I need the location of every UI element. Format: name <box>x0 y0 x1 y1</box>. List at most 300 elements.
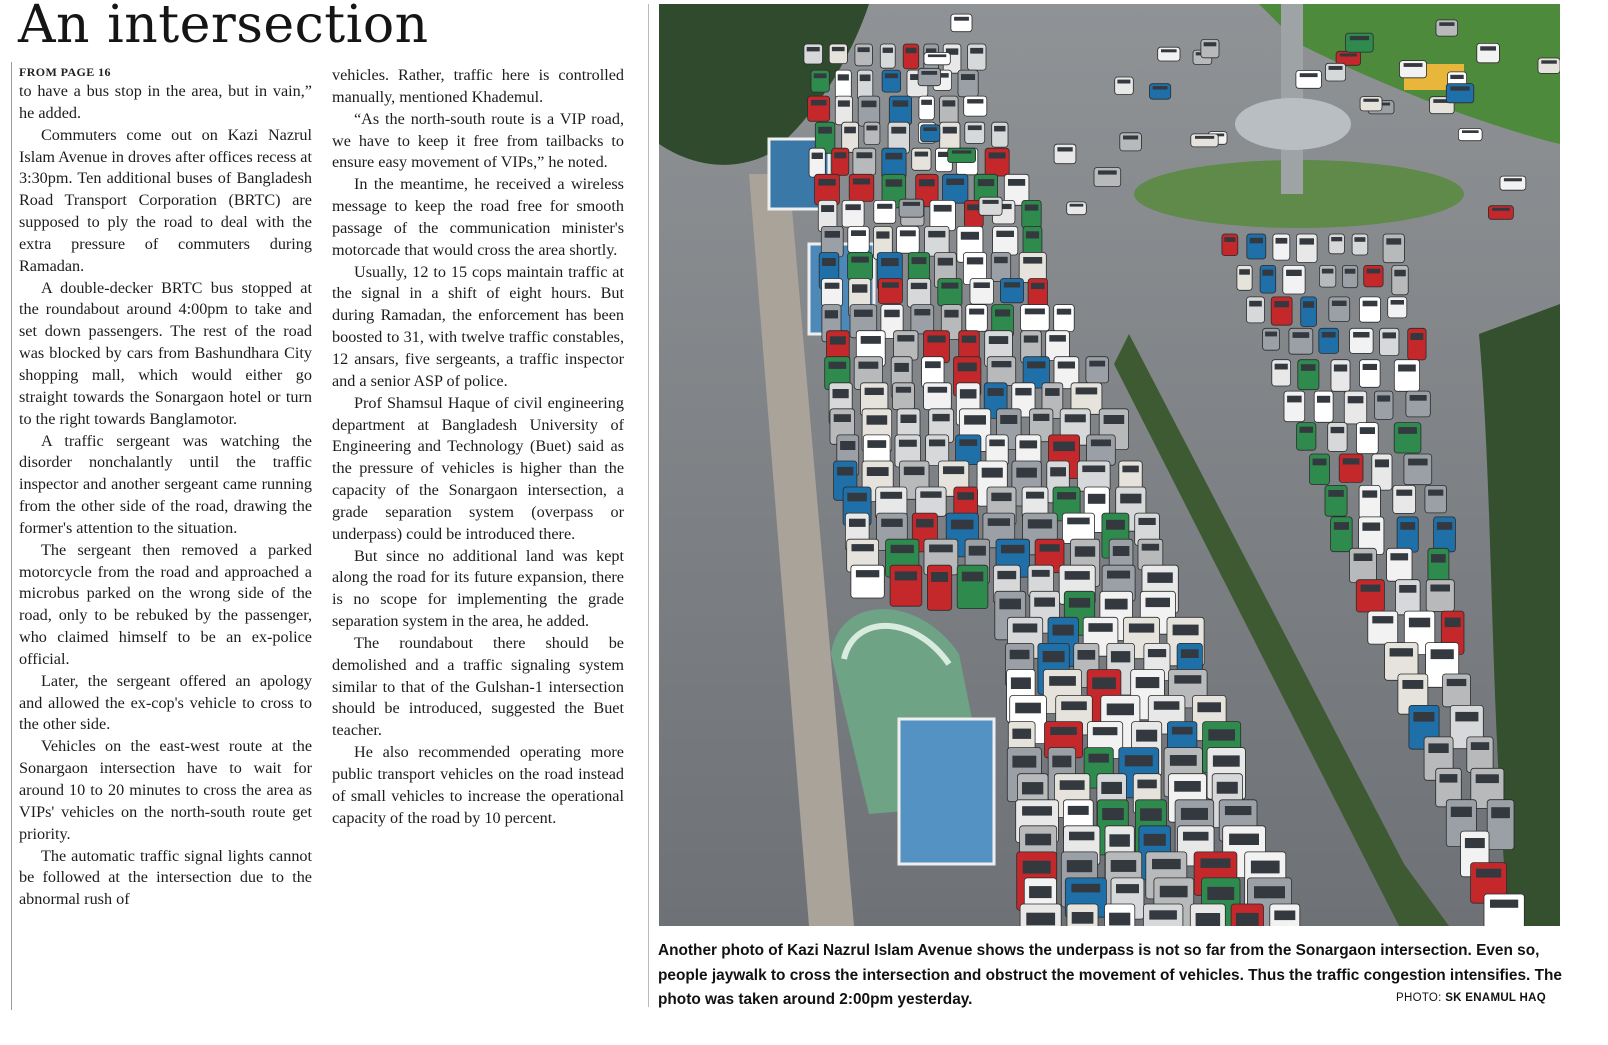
vehicle-window <box>1020 440 1038 448</box>
vehicle <box>882 148 906 178</box>
vehicle-window <box>1088 623 1112 632</box>
vehicle-window <box>914 309 930 315</box>
vehicle-window <box>1331 237 1342 241</box>
vehicle-window <box>877 204 892 209</box>
vehicle-window <box>1026 231 1039 238</box>
vehicle-window <box>1322 332 1336 338</box>
vehicle-window <box>867 440 886 448</box>
vehicle-window <box>1154 701 1180 710</box>
article-column-1 <box>19 65 312 911</box>
vehicle <box>1356 580 1384 612</box>
vehicle-window <box>1471 742 1489 750</box>
vehicle-window <box>1122 466 1138 473</box>
vehicle-window <box>1089 754 1109 763</box>
traffic-photo <box>659 4 1560 926</box>
vehicle <box>1054 144 1076 164</box>
vehicle-window <box>943 466 964 474</box>
vehicle-window <box>893 100 909 106</box>
vehicle-window <box>1207 887 1234 900</box>
vehicle-window <box>1372 616 1393 623</box>
vehicle-window <box>896 387 911 393</box>
vehicle-window <box>1102 808 1124 820</box>
vehicle-window <box>885 73 898 78</box>
vehicle-window <box>1353 332 1369 338</box>
vehicle-window <box>1023 861 1051 874</box>
vehicle-window <box>1490 900 1518 908</box>
vehicle-window <box>1049 676 1076 686</box>
photo-credit <box>1396 992 1546 1004</box>
vehicle-window <box>1120 494 1141 504</box>
vehicle-window <box>830 336 846 344</box>
vehicle-window <box>1088 494 1106 504</box>
vehicle-window <box>1078 650 1096 660</box>
vehicle-window <box>1225 806 1252 815</box>
vehicle-window <box>1451 807 1472 817</box>
vehicle-window <box>899 440 917 447</box>
vehicle-window <box>1058 362 1075 369</box>
vehicle-window <box>1348 396 1364 403</box>
vehicle-window <box>974 282 990 288</box>
vehicle-window <box>1045 388 1060 396</box>
vehicle-window <box>1450 86 1469 90</box>
vehicle <box>1054 305 1075 332</box>
vehicle-window <box>1107 704 1134 716</box>
vehicle <box>924 53 950 65</box>
vehicle-window <box>1409 618 1430 628</box>
vehicle-window <box>858 47 870 52</box>
vehicle-window <box>988 518 1010 526</box>
vehicle <box>894 331 918 360</box>
vehicle-window <box>1092 677 1116 689</box>
vehicle-window <box>1032 570 1050 577</box>
vehicle-window <box>865 388 884 395</box>
vehicle-window <box>1303 301 1314 308</box>
vehicle-window <box>1181 808 1208 820</box>
vehicle-window <box>912 257 927 264</box>
vehicle-window <box>952 150 972 153</box>
vehicle-window <box>996 231 1014 237</box>
vehicle-window <box>858 362 878 369</box>
vehicle-window <box>928 387 947 393</box>
vehicle-window <box>854 310 873 317</box>
vehicle-window <box>1060 780 1085 790</box>
vehicle <box>822 279 843 307</box>
vehicle-window <box>1391 300 1404 305</box>
vehicle-window <box>861 336 881 344</box>
vehicle-window <box>1116 884 1139 893</box>
vehicle <box>1000 279 1023 303</box>
vehicle-window <box>866 126 877 131</box>
vehicle <box>1425 485 1447 513</box>
vehicle-window <box>967 204 980 210</box>
vehicle <box>1150 84 1171 100</box>
paragraph: “As the north-south route is a VIP road, we have to keep it free from tailbacks to ensure easy movement of VIPs,” he noted. <box>332 109 624 172</box>
vehicle-window <box>1109 834 1130 846</box>
vehicle-window <box>1033 414 1049 421</box>
vehicle-window <box>982 468 1003 478</box>
vehicle <box>1406 391 1430 417</box>
vehicle-window <box>834 414 851 422</box>
vehicle-window <box>1224 237 1235 242</box>
caption-text: Another photo of Kazi Nazrul Islam Avenue shows the underpass is not so far from the Sonargaon intersection. Even so, people jaywalk to cross the intersection and obstruct the movement of vehicles. Thus the traffic congestion intensifies. The photo was taken around 2:00pm yesterday. <box>658 942 1562 1008</box>
vehicle-window <box>881 258 899 266</box>
vehicle-window <box>959 439 977 446</box>
credit-label: PHOTO: <box>1396 992 1442 1004</box>
vehicle-window <box>1354 237 1365 242</box>
vehicle-window <box>1229 834 1259 845</box>
vehicle-window <box>1400 522 1415 530</box>
vehicle-window <box>1354 553 1373 561</box>
vehicle-window <box>943 127 957 134</box>
vehicle-window <box>1082 466 1105 473</box>
vehicle-window <box>1328 490 1344 497</box>
vehicle <box>1314 391 1333 422</box>
vehicle-window <box>818 179 835 186</box>
credit-name: SK ENAMUL HAQ <box>1445 992 1546 1004</box>
vehicle <box>1329 234 1345 254</box>
vehicle-window <box>1430 585 1450 592</box>
vehicle-window <box>1254 886 1285 898</box>
vehicle-window <box>1109 913 1130 926</box>
vehicle-window <box>849 519 866 527</box>
vehicle-window <box>818 127 832 134</box>
vehicle-window <box>1057 492 1076 499</box>
vehicle-window <box>1098 170 1117 174</box>
vehicle <box>1342 265 1357 287</box>
vehicle <box>1364 265 1383 287</box>
vehicle <box>1272 360 1291 386</box>
vehicle-window <box>969 309 984 315</box>
vehicle <box>1296 71 1322 89</box>
vehicle-window <box>1040 544 1060 551</box>
vehicle-window <box>1274 301 1289 307</box>
vehicle-window <box>895 571 917 580</box>
paragraph: A double-decker BRTC bus stopped at the roundabout around 4:00pm to take and set down passengers. The rest of the road was blocked by cars from Bashundhara City shopping mall, which would either go straight towards the Sonargaon hotel or turn to the right towards Banglamotor. <box>19 278 312 428</box>
vehicle-window <box>867 415 888 424</box>
vehicle-window <box>1439 22 1454 26</box>
vehicle-window <box>1008 179 1025 186</box>
vehicle-window <box>988 388 1004 396</box>
vehicle-window <box>1067 860 1092 872</box>
vehicle-window <box>1028 519 1052 528</box>
vehicle-window <box>1068 806 1089 815</box>
vehicle <box>956 435 981 465</box>
vehicle-window <box>1408 459 1428 466</box>
vehicle-window <box>1360 427 1375 434</box>
vehicle-window <box>1332 301 1347 306</box>
vehicle <box>1359 297 1380 322</box>
vehicle-window <box>995 309 1010 316</box>
vehicle-window <box>1027 361 1045 368</box>
vehicle-window <box>1476 869 1501 878</box>
vehicle-window <box>891 127 906 134</box>
vehicle <box>1289 328 1313 354</box>
paragraph: to have a bus stop in the area, but in vain,” he added. <box>19 82 312 122</box>
vehicle-window <box>1196 913 1221 926</box>
paragraph: The automatic traffic signal lights cannot be followed at the intersection due to the abnormal rush of <box>19 846 312 909</box>
vehicle-window <box>1274 911 1295 921</box>
article-column-2 <box>332 65 624 830</box>
vehicle-window <box>1004 282 1020 287</box>
vehicle-window <box>1541 60 1557 63</box>
vehicle-window <box>856 152 872 158</box>
vehicle-window <box>1313 459 1327 466</box>
vehicle-window <box>1174 781 1201 792</box>
vehicle-window <box>1070 204 1084 207</box>
vehicle-window <box>1022 806 1052 815</box>
vehicle-window <box>1276 238 1288 244</box>
vehicle-window <box>1450 75 1463 79</box>
vehicle-window <box>867 467 889 476</box>
vehicle-window <box>1398 365 1416 372</box>
vehicle <box>940 96 959 124</box>
paragraph: The sergeant then removed a parked motorcycle from the road and approached a microbus parked on the wrong side of the road, only to be rebuked by the passenger, who claimed himself to be an ex-police official. <box>19 540 312 668</box>
vehicle <box>1360 360 1381 388</box>
column-rule-divider <box>648 4 649 1007</box>
paragraph: The roundabout there should be demolished and a traffic signaling system similar to that of the Gulshan-1 intersection should be introduced, suggested the Buet teacher. <box>332 633 624 740</box>
vehicle-window <box>1015 703 1041 714</box>
vehicle-window <box>1138 518 1155 525</box>
vehicle-window <box>1239 269 1250 275</box>
vehicle-window <box>1012 729 1031 739</box>
vehicle-window <box>847 493 867 502</box>
vehicle-window <box>1023 257 1042 264</box>
vehicle <box>919 96 934 120</box>
vehicle-window <box>906 48 917 54</box>
vehicle-window <box>814 73 827 78</box>
vehicle-window <box>969 546 986 556</box>
vehicle-window <box>1111 860 1137 872</box>
vehicle-window <box>1399 585 1416 593</box>
vehicle-window <box>1465 838 1485 848</box>
vehicle-window <box>1236 913 1259 926</box>
vehicle-window <box>1208 729 1235 740</box>
vehicle-window <box>825 231 840 238</box>
vehicle-window <box>1067 518 1090 525</box>
vehicle-window <box>1173 625 1199 636</box>
vehicle <box>1488 206 1513 220</box>
vehicle-window <box>962 336 976 343</box>
vehicle-window <box>928 231 945 238</box>
vehicle <box>1191 134 1218 147</box>
vehicle-window <box>1317 396 1330 403</box>
vehicle-window <box>1013 624 1038 633</box>
vehicle-window <box>1049 335 1066 342</box>
vehicle <box>1296 234 1317 263</box>
vehicle-window <box>994 257 1008 263</box>
vehicle-window <box>897 335 914 341</box>
vehicle-window <box>1010 650 1030 659</box>
vehicle <box>938 279 962 306</box>
vehicle-window <box>1462 130 1479 133</box>
vehicle-window <box>832 47 845 51</box>
vehicle-window <box>1402 680 1423 689</box>
vehicle-window <box>958 363 977 372</box>
vehicle <box>1487 800 1514 850</box>
vehicle-window <box>1024 336 1038 343</box>
headline: An intersection <box>18 0 429 55</box>
vehicle <box>1396 580 1421 615</box>
vehicle <box>849 174 874 201</box>
vehicle-window <box>1428 743 1448 753</box>
jump-line: FROM PAGE 16 <box>19 65 111 79</box>
vehicle-window <box>991 493 1011 501</box>
vehicle-window <box>1153 86 1168 89</box>
vehicle-window <box>1149 910 1177 919</box>
vehicle-window <box>1334 365 1347 372</box>
vehicle-window <box>989 152 1006 158</box>
vehicle-window <box>882 282 899 288</box>
vehicle-window <box>821 205 834 212</box>
vehicle-window <box>1043 651 1065 662</box>
vehicle <box>1028 279 1047 308</box>
vehicle <box>878 279 902 304</box>
vehicle-window <box>1293 332 1310 338</box>
vehicle-window <box>1123 136 1138 140</box>
vehicle <box>855 44 873 66</box>
vehicle-window <box>894 363 909 372</box>
vehicle <box>965 122 985 143</box>
vehicle-window <box>807 47 820 51</box>
vehicle-window <box>811 100 827 106</box>
vehicle-window <box>1029 886 1052 898</box>
vehicle-window <box>1396 490 1412 496</box>
vehicle-window <box>884 310 900 318</box>
vehicle-window <box>1363 301 1378 307</box>
vehicle-window <box>1050 467 1066 476</box>
vehicle-window <box>1053 625 1074 636</box>
vehicle-window <box>881 519 903 527</box>
vehicle-window <box>1065 571 1090 580</box>
vehicle-window <box>1217 782 1238 794</box>
vehicle-window <box>1136 730 1157 742</box>
vehicle-window <box>999 599 1021 610</box>
vehicle-window <box>931 572 948 582</box>
vehicle-window <box>1136 677 1160 688</box>
vehicle <box>1158 47 1180 61</box>
vehicle-window <box>961 74 975 80</box>
vehicle-window <box>838 100 850 106</box>
vehicle-window <box>992 361 1012 367</box>
vehicle-window <box>844 127 856 134</box>
vehicle-window <box>1144 834 1166 846</box>
vehicle-window <box>1183 832 1209 841</box>
vehicle-window <box>915 152 929 157</box>
vehicle <box>925 226 950 256</box>
vehicle-window <box>1129 624 1154 633</box>
vehicle-window <box>1362 523 1380 531</box>
vehicle-window <box>1104 415 1125 424</box>
vehicle-window <box>951 520 974 530</box>
vehicle-window <box>1361 585 1381 592</box>
vehicle-window <box>941 283 958 289</box>
vehicle-window <box>1331 427 1345 433</box>
vehicle-window <box>1377 395 1390 401</box>
vehicle-window <box>1300 238 1315 244</box>
vehicle-window <box>1026 913 1055 926</box>
vehicle-window <box>925 361 941 368</box>
vehicle-window <box>1334 522 1349 530</box>
vehicle-window <box>1447 679 1467 686</box>
paragraph: But since no additional land was kept along the road for its future expansion, there is no scope for implementing the grade separation system in the area, he added. <box>332 546 624 631</box>
vehicle-window <box>1251 861 1280 874</box>
vehicle-window <box>1061 701 1087 710</box>
vehicle-window <box>1111 651 1130 662</box>
paragraph: Vehicles on the east-west route at the Sonargaon intersection have to wait for around 10 to 20 minutes to cross the area as VIPs' vehicles on the north-south route get priority. <box>19 737 312 843</box>
vehicle-window <box>852 284 867 292</box>
vehicle-window <box>1089 361 1105 367</box>
vehicle-window <box>989 440 1005 447</box>
vehicle-window <box>1105 599 1128 610</box>
vehicle-window <box>1160 886 1188 898</box>
paragraph: Usually, 12 to 15 cops maintain traffic at the signal in a shift of eight hours. But during Ramadan, the enforcement has been boosted to 31, with twelve traffic constables, 12 ansars, five sergeants, a traffic inspector and a senior ASP of police. <box>332 262 624 390</box>
vehicle-window <box>1362 490 1377 497</box>
vehicle-window <box>1025 205 1039 211</box>
vehicle <box>1284 391 1305 422</box>
vehicle <box>911 305 934 334</box>
vehicle-window <box>927 336 945 343</box>
vehicle <box>1346 33 1374 52</box>
vehicle <box>1359 485 1380 518</box>
vehicle-window <box>1161 49 1177 52</box>
vehicle <box>1283 265 1305 294</box>
vehicle-window <box>856 570 879 577</box>
vehicle <box>1326 63 1346 81</box>
vehicle-window <box>1250 238 1263 244</box>
vehicle-window <box>1410 395 1427 401</box>
paragraph: Later, the sergeant offered an apology and allowed the ex-cop's vehicle to cross to the other side. <box>19 671 312 734</box>
paragraph: Commuters come out on Kazi Nazrul Islam Avenue in droves after offices recess at 3:30pm. Ten additional buses of Bangladesh Road Transport Corporation (BRTC) are supposed to ply the road to deal with the extra pressure of commuters during Ramadan. <box>19 125 312 275</box>
vehicle-window <box>1069 598 1090 608</box>
vehicle <box>853 148 876 175</box>
vehicle-window <box>1476 774 1499 783</box>
vehicle-window <box>1011 677 1031 689</box>
vehicle <box>1263 328 1280 350</box>
vehicle-window <box>1031 283 1045 289</box>
vehicle-window <box>929 545 953 553</box>
vehicle-window <box>1057 147 1072 151</box>
vehicle-window <box>1265 332 1277 337</box>
vehicle-window <box>853 178 870 184</box>
paragraph: Prof Shamsul Haque of civil engineering department at Bangladesh University of Engineering and Technology (Buet) said as the pressure of vehicles is higher than the capacity of the Sonargaon intersection, a grade separation system (overpass or underpass) could be introduced there. <box>332 393 624 543</box>
vehicle-window <box>1445 618 1461 628</box>
vehicle-window <box>825 283 840 289</box>
vehicle-window <box>1107 571 1130 579</box>
vehicle <box>1352 234 1368 255</box>
vehicle <box>1484 894 1524 926</box>
vehicle-window <box>1197 702 1221 712</box>
vehicle <box>916 487 946 516</box>
vehicle <box>912 148 931 170</box>
vehicle <box>1331 360 1350 392</box>
vehicle-window <box>944 310 958 318</box>
vehicle-window <box>1398 427 1417 434</box>
vehicle-window <box>1275 364 1288 370</box>
vehicle-window <box>860 75 871 82</box>
vehicle-window <box>1050 727 1077 735</box>
vehicle <box>1086 357 1109 383</box>
vehicle <box>1339 454 1363 482</box>
vehicle <box>1368 611 1398 644</box>
traffic-photo-illustration <box>659 4 1560 926</box>
vehicle-window <box>928 54 946 57</box>
vehicle <box>993 226 1018 255</box>
vehicle-window <box>1072 912 1094 924</box>
vehicle-window <box>994 126 1005 131</box>
vehicle-window <box>812 153 823 159</box>
vehicle-window <box>954 17 969 21</box>
vehicle-window <box>1147 572 1172 583</box>
